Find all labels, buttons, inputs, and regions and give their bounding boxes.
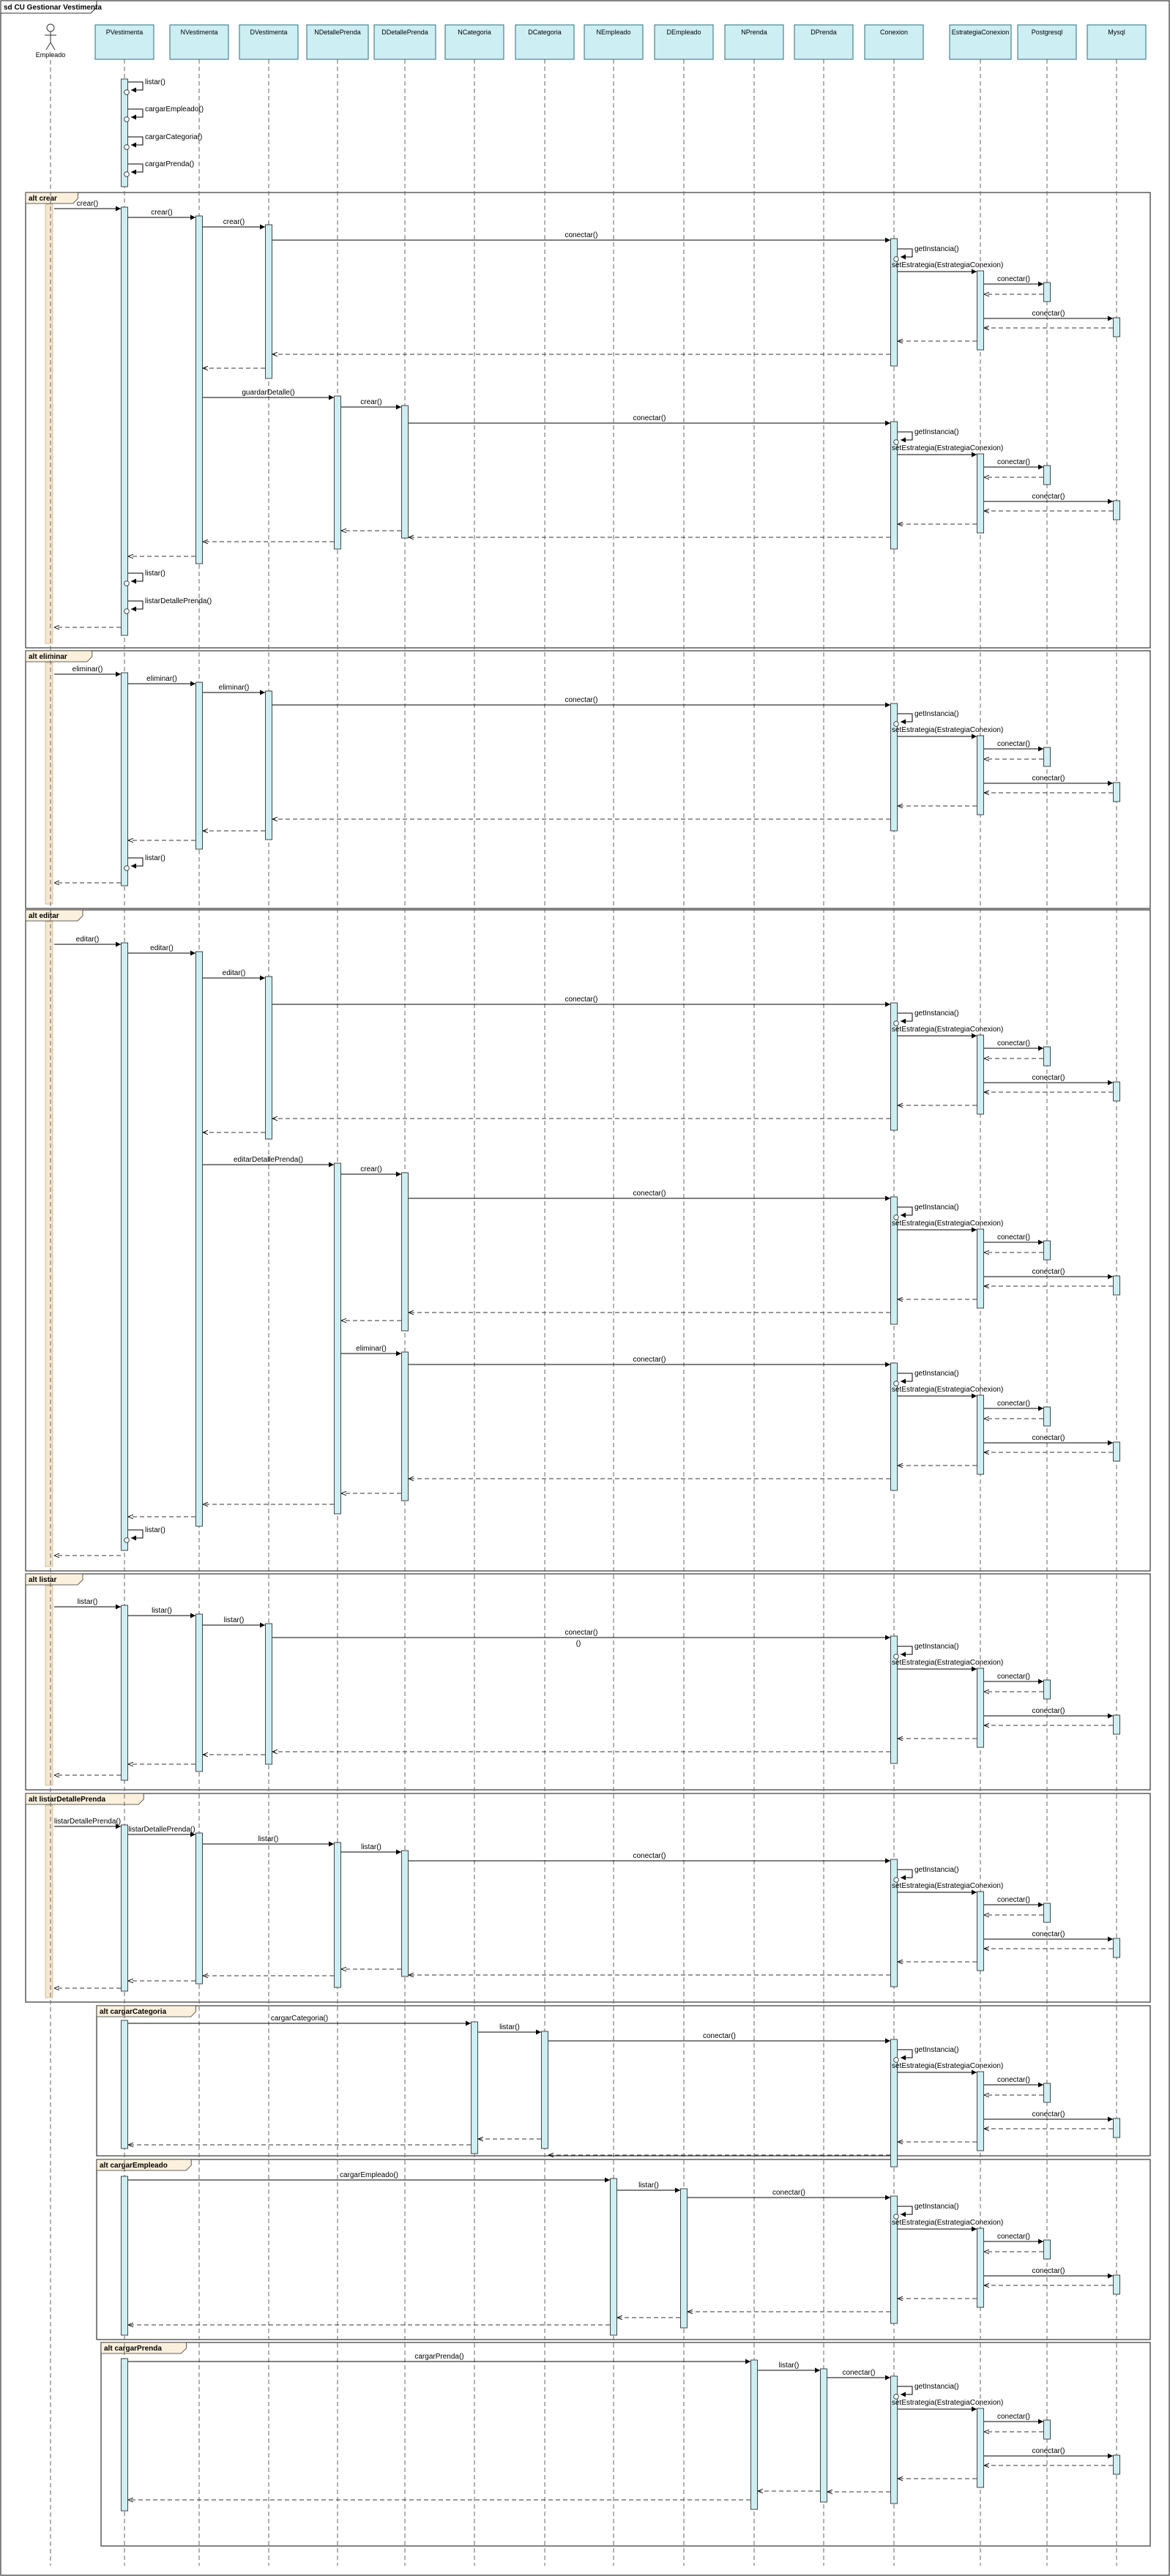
message-label: listar() bbox=[77, 1598, 98, 1606]
self-message bbox=[128, 1530, 143, 1538]
message-label: editar() bbox=[150, 944, 174, 952]
self-message bbox=[898, 714, 912, 722]
activation-bar bbox=[1044, 2083, 1051, 2102]
message-label: conectar() bbox=[633, 1190, 666, 1198]
self-call-marker bbox=[124, 90, 130, 95]
message-label: getInstancia() bbox=[914, 2383, 959, 2391]
fragment-frame bbox=[97, 2159, 1150, 2340]
message-label: listarDetallePrenda() bbox=[53, 1818, 122, 1826]
self-message bbox=[898, 1373, 912, 1381]
participant-name: DCategoria bbox=[528, 29, 562, 36]
fragment-label: alt editar bbox=[29, 912, 59, 920]
actor-activation bbox=[45, 662, 53, 904]
message-label: setEstrategia(EstrategiaConexion) bbox=[892, 1220, 1004, 1228]
activation-bar bbox=[681, 2189, 688, 2328]
fragment-label: alt eliminar bbox=[29, 653, 67, 661]
self-message bbox=[128, 109, 143, 117]
self-message bbox=[898, 432, 912, 440]
message-label: setEstrategia(EstrategiaConexion) bbox=[892, 2219, 1004, 2227]
activation-bar bbox=[122, 2176, 128, 2335]
activation-bar bbox=[1114, 2275, 1120, 2294]
actor-activation bbox=[45, 204, 53, 643]
activation-bar bbox=[1044, 1407, 1051, 1426]
message-label: conectar() bbox=[996, 740, 1031, 748]
participant-name: DDetallePrenda bbox=[381, 29, 428, 36]
self-message bbox=[898, 1870, 912, 1878]
activation-bar bbox=[977, 1395, 984, 1474]
activation-bar bbox=[122, 2020, 128, 2148]
participant-name: DPrenda bbox=[811, 29, 837, 36]
self-message bbox=[898, 1646, 912, 1654]
activation-bar bbox=[1044, 747, 1051, 766]
message-label: getInstancia() bbox=[914, 1009, 959, 1018]
message-label: conectar() bbox=[1032, 2447, 1065, 2455]
participant-name: Conexion bbox=[879, 29, 909, 36]
activation-bar bbox=[196, 682, 203, 849]
message-label: conectar() bbox=[564, 696, 598, 704]
message-label: getInstancia() bbox=[914, 1203, 959, 1212]
fragment-label: alt listarDetallePrenda bbox=[29, 1796, 106, 1804]
message-label: cargarEmpleado() bbox=[145, 105, 204, 113]
message-label: listarDetallePrenda() bbox=[145, 597, 212, 605]
message-label: listar() bbox=[145, 78, 165, 86]
activation-bar bbox=[122, 673, 128, 886]
message-label: cargarPrenda() bbox=[145, 160, 195, 168]
message-label: setEstrategia(EstrategiaConexion) bbox=[892, 1026, 1004, 1034]
fragment-frame bbox=[97, 2006, 1150, 2156]
message-label: conectar() bbox=[564, 996, 598, 1004]
message-label: getInstancia() bbox=[914, 1370, 959, 1378]
activation-bar bbox=[266, 977, 272, 1139]
self-message bbox=[128, 601, 143, 609]
activation-bar bbox=[977, 1668, 984, 1747]
message-label: conectar() bbox=[564, 1629, 598, 1637]
activation-bar bbox=[402, 406, 409, 538]
message-label: conectar() bbox=[1032, 2110, 1065, 2118]
message-label: eliminar() bbox=[72, 665, 103, 673]
message-label: listar() bbox=[778, 2362, 800, 2370]
activation-bar bbox=[1114, 1938, 1120, 1957]
message-label: cargarCategoria() bbox=[270, 2015, 329, 2023]
self-call-marker bbox=[124, 172, 130, 177]
message-label: editar() bbox=[222, 969, 246, 977]
self-message bbox=[898, 249, 912, 257]
activation-bar bbox=[196, 216, 203, 564]
participant-name: NPrenda bbox=[741, 29, 767, 36]
fragment-label: alt listar bbox=[29, 1576, 57, 1584]
message-label: setEstrategia(EstrategiaConexion) bbox=[892, 726, 1004, 734]
message-label: conectar() bbox=[633, 1356, 666, 1364]
activation-bar bbox=[122, 79, 128, 187]
message-label: setEstrategia(EstrategiaConexion) bbox=[892, 444, 1004, 452]
message-label: conectar() bbox=[633, 1852, 666, 1860]
activation-bar bbox=[542, 2031, 548, 2148]
message-label: conectar() bbox=[1032, 2267, 1065, 2275]
message-label: conectar() bbox=[996, 458, 1031, 466]
activation-bar bbox=[122, 1825, 128, 1991]
self-message bbox=[128, 137, 143, 145]
fragment-label: alt cargarEmpleado bbox=[100, 2162, 168, 2170]
activation-bar bbox=[1044, 1241, 1051, 1260]
message-label: conectar() bbox=[996, 2076, 1031, 2084]
message-label: crear() bbox=[360, 1165, 382, 1173]
self-message bbox=[898, 1013, 912, 1021]
activation-bar bbox=[122, 207, 128, 635]
participant-name: NCategoria bbox=[458, 29, 491, 36]
message-label: listar() bbox=[145, 1526, 165, 1534]
message-label: setEstrategia(EstrategiaConexion) bbox=[892, 1659, 1004, 1667]
actor-head bbox=[47, 24, 54, 31]
message-label: conectar() bbox=[564, 231, 598, 239]
message-label: conectar() bbox=[996, 1039, 1031, 1048]
actor-name: Empleado bbox=[35, 51, 66, 59]
message-label: listar() bbox=[258, 1835, 279, 1843]
message-label: eliminar() bbox=[146, 675, 177, 683]
message-label: conectar() bbox=[702, 2032, 737, 2040]
message-label: listar() bbox=[145, 570, 165, 578]
activation-bar bbox=[1114, 2455, 1120, 2474]
activation-bar bbox=[977, 1892, 984, 1971]
message-label: listar() bbox=[638, 2181, 659, 2189]
self-message bbox=[128, 573, 143, 581]
fragment-label: alt cargarPrenda bbox=[104, 2345, 162, 2353]
self-message bbox=[898, 2386, 912, 2394]
message-label: conectar() bbox=[996, 1673, 1031, 1681]
activation-bar bbox=[122, 1605, 128, 1780]
participant-name: NVestimenta bbox=[180, 29, 218, 36]
participant-name: PVestimenta bbox=[105, 29, 144, 36]
message-label: conectar() bbox=[1032, 1268, 1065, 1276]
message-label: conectar() bbox=[1032, 1074, 1065, 1082]
activation-bar bbox=[977, 736, 984, 815]
message-label: crear() bbox=[151, 209, 173, 217]
fragment-label: alt crear bbox=[29, 195, 57, 203]
message-label: conectar() bbox=[996, 1400, 1031, 1408]
activation-bar bbox=[1044, 466, 1051, 485]
message-label: guardarDetalle() bbox=[242, 389, 295, 397]
message-label: conectar() bbox=[1032, 1930, 1065, 1938]
message-label: crear() bbox=[223, 218, 245, 226]
actor-activation bbox=[45, 1586, 53, 1785]
message-label: setEstrategia(EstrategiaConexion) bbox=[892, 2062, 1004, 2070]
message-label: editarDetallePrenda() bbox=[233, 1156, 304, 1164]
message-note: () bbox=[575, 1640, 581, 1648]
activation-bar bbox=[1114, 783, 1120, 802]
message-label: conectar() bbox=[1032, 310, 1065, 318]
message-label: listarDetallePrenda() bbox=[128, 1826, 195, 1834]
message-label: getInstancia() bbox=[914, 2203, 959, 2211]
fragment-frame bbox=[101, 2342, 1150, 2546]
message-label: setEstrategia(EstrategiaConexion) bbox=[892, 1882, 1004, 1890]
self-message bbox=[898, 2050, 912, 2058]
self-message bbox=[128, 82, 143, 90]
message-label: cargarEmpleado() bbox=[339, 2171, 399, 2179]
activation-bar bbox=[977, 2072, 984, 2151]
activation-bar bbox=[977, 454, 984, 533]
activation-bar bbox=[402, 1851, 409, 1976]
participant-name: DVestimenta bbox=[250, 29, 288, 36]
activation-bar bbox=[1114, 318, 1120, 337]
activation-bar bbox=[1044, 2420, 1051, 2439]
actor-leg bbox=[46, 42, 51, 50]
participant-name: Mysql bbox=[1108, 29, 1125, 36]
activation-bar bbox=[196, 952, 203, 1526]
fragment-label: alt cargarCategoria bbox=[100, 2008, 167, 2016]
message-label: eliminar() bbox=[356, 1345, 387, 1353]
activation-bar bbox=[977, 271, 984, 350]
self-call-marker bbox=[124, 866, 130, 871]
message-label: cargarPrenda() bbox=[414, 2353, 464, 2361]
message-label: getInstancia() bbox=[914, 245, 959, 253]
activation-bar bbox=[821, 2369, 827, 2502]
message-label: conectar() bbox=[996, 275, 1031, 283]
actor-activation bbox=[45, 922, 53, 1567]
activation-bar bbox=[1044, 283, 1051, 302]
message-label: listar() bbox=[361, 1843, 381, 1851]
activation-bar bbox=[751, 2360, 758, 2509]
self-call-marker bbox=[124, 609, 130, 614]
activation-bar bbox=[335, 1163, 341, 1514]
diagram-frame bbox=[1, 1, 1169, 2575]
activation-bar bbox=[1044, 2240, 1051, 2259]
message-label: conectar() bbox=[633, 414, 666, 422]
message-label: conectar() bbox=[1032, 774, 1065, 783]
activation-bar bbox=[977, 1229, 984, 1308]
message-label: setEstrategia(EstrategiaConexion) bbox=[892, 1386, 1004, 1394]
message-label: listar() bbox=[223, 1616, 245, 1624]
activation-bar bbox=[122, 943, 128, 1550]
activation-bar bbox=[977, 1035, 984, 1114]
activation-bar bbox=[1114, 1715, 1120, 1734]
message-label: conectar() bbox=[1032, 1434, 1065, 1442]
activation-bar bbox=[977, 2408, 984, 2487]
activation-bar bbox=[1114, 1276, 1120, 1295]
message-label: getInstancia() bbox=[914, 2046, 959, 2054]
activation-bar bbox=[977, 2228, 984, 2307]
self-message bbox=[128, 858, 143, 866]
message-label: editar() bbox=[75, 936, 100, 944]
activation-bar bbox=[196, 1614, 203, 1772]
message-label: setEstrategia(EstrategiaConexion) bbox=[892, 261, 1004, 269]
activation-bar bbox=[402, 1352, 409, 1501]
activation-bar bbox=[472, 2022, 478, 2154]
message-label: conectar() bbox=[996, 2413, 1031, 2421]
actor-leg bbox=[51, 42, 55, 50]
activation-bar bbox=[611, 2179, 617, 2335]
activation-bar bbox=[1114, 501, 1120, 520]
message-label: getInstancia() bbox=[914, 428, 959, 436]
activation-bar bbox=[196, 1833, 203, 1984]
message-label: setEstrategia(EstrategiaConexion) bbox=[892, 2399, 1004, 2407]
self-call-marker bbox=[124, 1538, 130, 1543]
activation-bar bbox=[1114, 1082, 1120, 1101]
activation-bar bbox=[335, 396, 341, 549]
message-label: getInstancia() bbox=[914, 1643, 959, 1651]
message-label: conectar() bbox=[996, 2233, 1031, 2241]
message-label: conectar() bbox=[772, 2189, 806, 2197]
participant-name: NDetallePrenda bbox=[314, 29, 361, 36]
activation-bar bbox=[1044, 1047, 1051, 1066]
message-label: conectar() bbox=[996, 1896, 1031, 1904]
message-label: getInstancia() bbox=[914, 710, 959, 718]
message-label: conectar() bbox=[996, 1233, 1031, 1242]
actor-icon bbox=[45, 24, 56, 50]
message-label: listar() bbox=[499, 2023, 520, 2031]
actor-activation bbox=[45, 1805, 53, 1998]
activation-bar bbox=[122, 2359, 128, 2511]
activation-bar bbox=[1044, 1903, 1051, 1922]
participant-name: DEmpleado bbox=[666, 29, 701, 36]
participant-name: NEmpleado bbox=[596, 29, 631, 36]
activation-bar bbox=[335, 1843, 341, 1987]
message-label: crear() bbox=[360, 398, 382, 406]
self-call-marker bbox=[124, 581, 130, 586]
message-label: eliminar() bbox=[218, 684, 250, 692]
message-label: listar() bbox=[145, 854, 165, 862]
activation-bar bbox=[266, 691, 272, 840]
self-message bbox=[898, 2206, 912, 2214]
self-call-marker bbox=[124, 145, 130, 150]
activation-bar bbox=[1114, 2118, 1120, 2138]
message-label: cargarCategoria() bbox=[145, 133, 203, 141]
activation-bar bbox=[402, 1173, 409, 1331]
self-message bbox=[128, 164, 143, 172]
participant-name: EstrategiaConexion bbox=[951, 29, 1010, 36]
activation-bar bbox=[1114, 1442, 1120, 1461]
self-call-marker bbox=[124, 117, 130, 122]
participant-name: Postgresql bbox=[1031, 29, 1063, 36]
message-label: listar() bbox=[152, 1607, 172, 1615]
activation-bar bbox=[1044, 1680, 1051, 1699]
activation-bar bbox=[266, 225, 272, 378]
activation-bar bbox=[266, 1624, 272, 1764]
message-label: conectar() bbox=[1032, 1707, 1065, 1715]
diagram-title: sd CU Gestionar Vestimenta bbox=[4, 4, 102, 12]
message-label: conectar() bbox=[842, 2369, 876, 2377]
self-message bbox=[898, 1207, 912, 1215]
message-label: conectar() bbox=[1032, 493, 1065, 501]
message-label: getInstancia() bbox=[914, 1866, 959, 1874]
message-label: crear() bbox=[76, 200, 99, 208]
